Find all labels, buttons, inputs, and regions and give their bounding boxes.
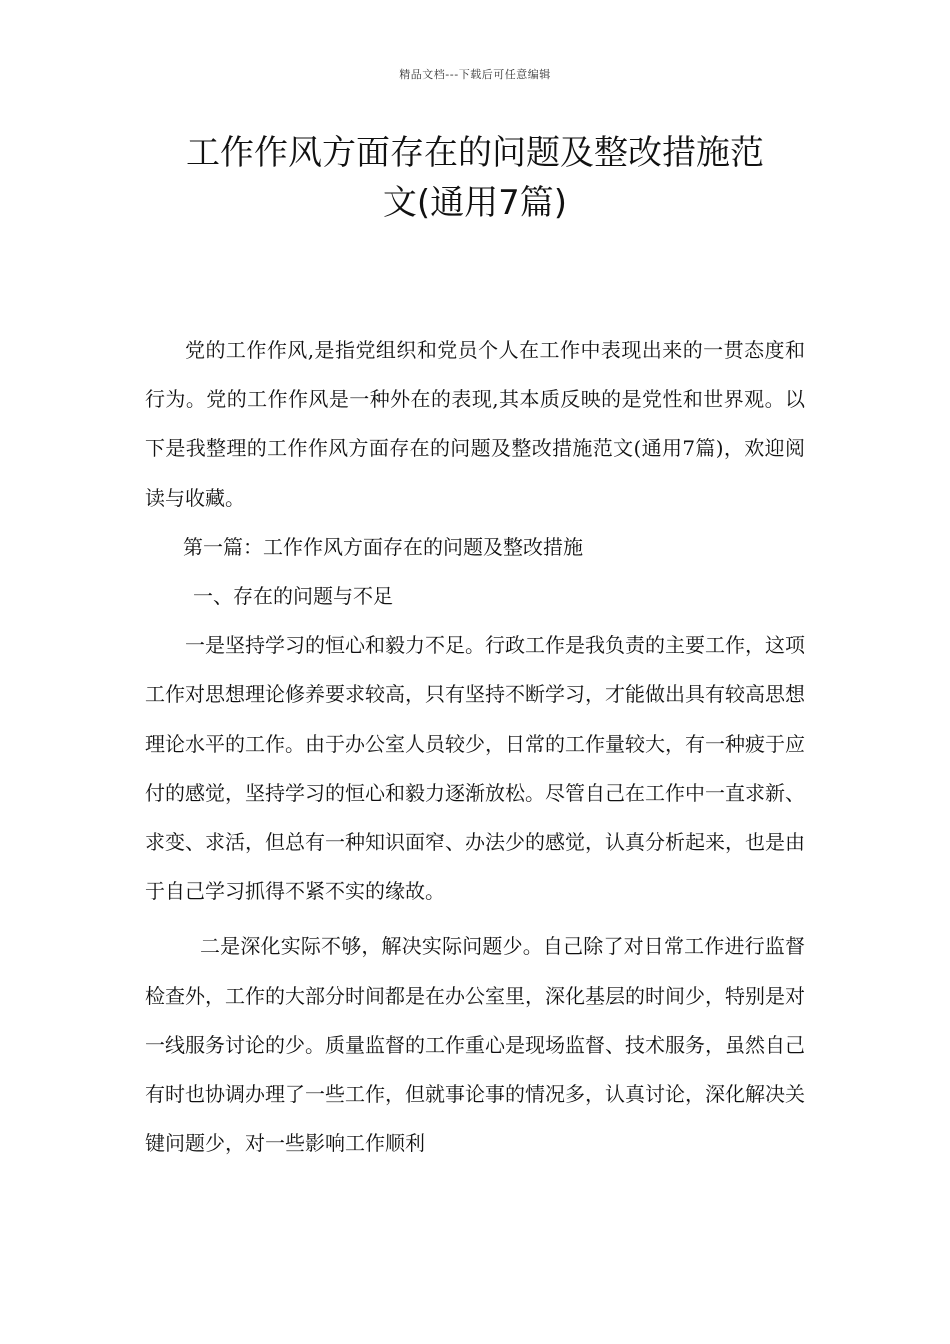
document-title xyxy=(140,128,810,228)
section-heading: 第一篇：工作作风方面存在的问题及整改措施 xyxy=(183,534,583,559)
subsection-heading: 一、存在的问题与不足 xyxy=(193,584,393,609)
intro-paragraph: 党的工作作风,是指党组织和党员个人在工作中表现出来的一贯态度和行为。党的工作作风是一种外在的表现,其本质反映的是党性和世界观。以下是我整理的工作作风方面存在的问题及整改措施范文(通用7篇)，欢迎阅读与收藏。 xyxy=(145,338,805,510)
document-body xyxy=(145,326,805,1168)
body-paragraph-2: 二是深化实际不够，解决实际问题少。自己除了对日常工作进行监督检查外，工作的大部分时间都是在办公室里，深化基层的时间少，特别是对一线服务讨论的少。质量监督的工作重心是现场监督、技术服务，虽然自己有时也协调办理了一些工作，但就事论事的情况多，认真讨论，深化解决关键问题少，对一些影响工作顺利 xyxy=(145,934,805,1156)
title-line-2: 文(通用7篇) xyxy=(382,183,568,223)
page-header: 精品文档---下载后可任意编辑 xyxy=(399,68,551,81)
body-paragraph-1: 一是坚持学习的恒心和毅力不足。行政工作是我负责的主要工作，这项工作对思想理论修养要求较高，只有坚持不断学习，才能做出具有较高思想理论水平的工作。由于办公室人员较少，日常的工作量较大，有一种疲于应付的感觉，坚持学习的恒心和毅力逐渐放松。尽管自己在工作中一直求新、求变、求活，但总有一种知识面窄、办法少的感觉，认真分析起来，也是由于自己学习抓得不紧不实的缘故。 xyxy=(145,633,805,904)
title-line-1: 工作作风方面存在的问题及整改措施范 xyxy=(186,133,764,173)
